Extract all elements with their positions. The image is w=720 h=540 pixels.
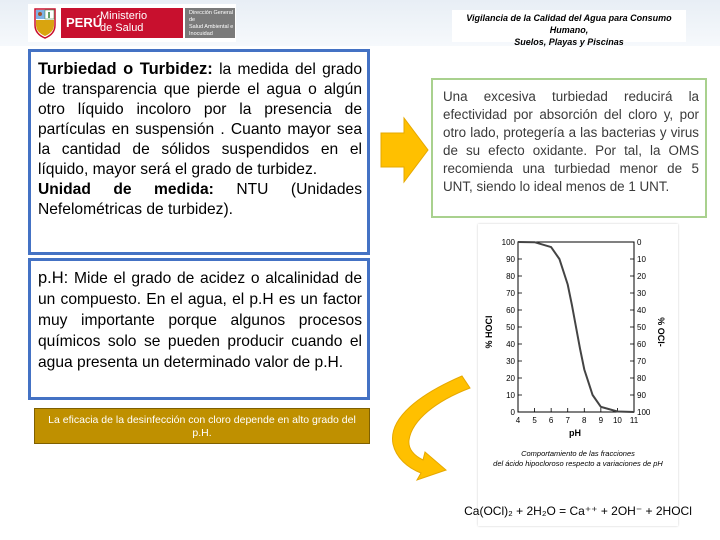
hocl-ph-chart: [464, 224, 692, 526]
chlorine-equation: Ca(OCl)₂ + 2H₂O = Ca⁺⁺ + 2OH⁻ + 2HOCl: [464, 504, 692, 518]
y-tick-label-right: 70: [637, 357, 646, 366]
y-tick-label-right: 40: [637, 306, 646, 315]
y-tick-label: 20: [506, 374, 515, 383]
y-tick-label-right: 50: [637, 323, 646, 332]
turbiedad-recommendation: Una excesiva turbiedad reducirá la efectividad por absorción del cloro y, por otro lado, protegería a las bacterias y virus de su efecto oxidante. Por tal, la OMS recomienda una turbiedad menor de 5 UNT, siendo lo ideal menos de 1 UNT.: [443, 89, 699, 194]
y-tick-label-right: 80: [637, 374, 646, 383]
logo-direction-label: Dirección General de Salud Ambiental e Inocuidad Alimentaria: [189, 10, 234, 44]
chart-caption-line: del ácido hipocloroso respecto a variaciones de pH: [493, 459, 663, 468]
x-tick-label: 10: [612, 416, 622, 425]
y-tick-label: 100: [501, 238, 515, 247]
y-tick-label: 70: [506, 289, 515, 298]
x-tick-label: 8: [582, 416, 587, 425]
chart-caption-line: Comportamiento de las fracciones: [521, 449, 635, 458]
x-tick-label: 11: [629, 416, 639, 425]
turbiedad-definition: grado de transparencia que pierde el agua o algún otro líquido incoloro por la presencia de partículas en suspensión . Cuanto mayor sea la cantidad de sólidos suspendidos en el líquido, mayor será el grado de turbidez.: [38, 61, 363, 178]
y-tick-label: 40: [506, 340, 515, 349]
logo-peru-label: PERÚ: [66, 15, 103, 30]
x-tick-label: 6: [548, 416, 554, 425]
right-arrow-icon: [381, 118, 428, 182]
x-tick-label: 7: [565, 416, 570, 425]
hypochlorous-chart-panel: [464, 224, 692, 526]
x-tick-label: 9: [598, 416, 604, 425]
y-tick-label-right: 10: [637, 255, 646, 264]
y-tick-label: 80: [506, 272, 515, 281]
y-tick-label: 60: [506, 306, 515, 315]
turbiedad-term: Turbiedad o Turbidez:: [38, 60, 213, 78]
unit-label: Unidad de medida:: [38, 181, 214, 198]
x-tick-label: 5: [532, 416, 537, 425]
y-tick-label: 50: [506, 323, 515, 332]
turbiedad-recommendation-box: [431, 78, 707, 218]
x-axis-label: pH: [569, 428, 581, 438]
y-tick-label: 30: [506, 357, 515, 366]
y-tick-label: 0: [510, 408, 515, 417]
y-axis-label-right: % OCl-: [656, 317, 666, 347]
y-tick-label-right: 100: [637, 408, 651, 417]
y-tick-label-right: 0: [637, 238, 642, 247]
ph-definition: Mide el grado de acidez o alcalinidad de un compuesto. En el agua, el p.H es un factor muy importante porque algunos procesos químicos solo se pueden producir cuando el agua presenta un determinado valor de p.H.: [38, 270, 362, 371]
y-tick-label: 10: [506, 391, 515, 400]
x-tick-label: 4: [515, 416, 521, 425]
curved-arrow-icon: [392, 376, 470, 480]
y-tick-label-right: 30: [637, 289, 646, 298]
y-tick-label-right: 60: [637, 340, 646, 349]
y-axis-label: % HOCl: [484, 315, 494, 349]
y-tick-label-right: 90: [637, 391, 646, 400]
y-tick-label: 90: [506, 255, 515, 264]
turbiedad-definition-start: la medida del: [212, 61, 316, 78]
unit-value: NTU (Unidades Nefelométricas de turbidez).: [38, 181, 362, 218]
chlorine-note: La eficacia de la desinfección con cloro depende en alto grado del p.H.: [48, 414, 356, 439]
ph-term: p.H:: [38, 269, 69, 287]
logo-ministry-label: Ministerio de Salud: [100, 10, 148, 34]
y-tick-label-right: 20: [637, 272, 646, 281]
program-title: Vigilancia de la Calidad del Agua para Consumo Humano, Suelos, Playas y Piscinas: [466, 13, 672, 47]
